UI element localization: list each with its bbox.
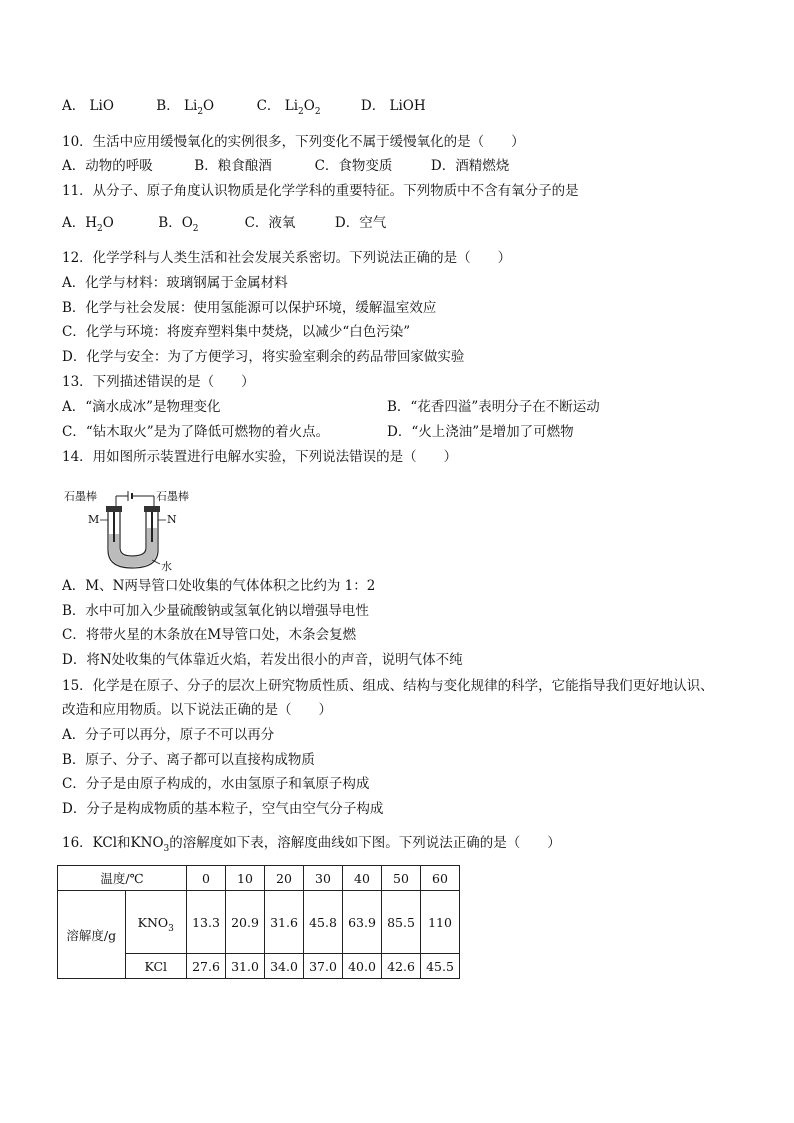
q13-option-d: D．“火上浇油”是增加了可燃物 [387,424,574,440]
q14-option-b: B．水中可加入少量硫酸钠或氢氧化钠以增强导电性 [62,603,369,619]
temp-cell: 0 [187,866,226,891]
q12-stem: 12．化学学科与人类生活和社会发展关系密切。下列说法正确的是（ ） [62,250,512,266]
temp-cell: 30 [304,866,343,891]
electrolysis-apparatus-figure [62,486,202,574]
q9-option-b: B． $Li_2O$ [156,98,215,117]
q11-options [62,214,386,234]
figure-label-right-electrode: 石墨棒 [156,490,189,503]
temp-cell: 50 [382,866,421,891]
kcl-cell: 42.6 [382,954,421,979]
q16-stem: 16．KCl和$KNO_3$的溶解度如下表，溶解度曲线如下图。下列说法正确的是（ ） [62,835,561,854]
q15-option-a: A．分子可以再分，原子不可以再分 [62,727,275,743]
temp-cell: 10 [226,866,265,891]
q11-option-a: A．$H_2O$ [62,215,114,234]
kcl-cell: 40.0 [343,954,382,979]
q13-stem: 13．下列描述错误的是（ ） [62,374,255,390]
temp-header: 温度/℃ [58,866,187,891]
kno3-cell: 45.8 [304,891,343,954]
temp-cell: 60 [421,866,460,891]
q10-option-b: B．粮食酿酒 [194,158,272,174]
kcl-cell: 27.6 [187,954,226,979]
kno3-cell: 85.5 [382,891,421,954]
q14-option-d: D．将N处收集的气体靠近火焰，若发出很小的声音，说明气体不纯 [62,652,463,668]
table-row [58,866,460,891]
q15-option-c: C．分子是由原子构成的，水由氢原子和氧原子构成 [62,776,370,792]
q13-option-a: A．“滴水成冰”是物理变化 [62,399,221,415]
solubility-table [57,865,460,979]
kno3-label: $KNO_3$ [125,891,186,954]
temp-cell: 20 [265,866,304,891]
solubility-row-header: 溶解度/g [58,891,126,979]
q13-option-b: B．“花香四溢”表明分子在不断运动 [387,399,600,415]
q11-option-c: C．液氧 [244,215,296,231]
q10-stem: 10．生活中应用缓慢氧化的实例很多，下列变化不属于缓慢氧化的是（ ） [62,134,525,150]
kno3-cell: 110 [421,891,460,954]
q15-option-b: B．原子、分子、离子都可以直接构成物质 [62,752,315,768]
q13-option-c: C．“钻木取火”是为了降低可燃物的着火点。 [62,424,330,440]
q10-option-a: A．动物的呼吸 [62,158,153,174]
q14-option-c: C．将带火星的木条放在M导管口处，木条会复燃 [62,627,357,643]
q12-option-a: A．化学与材料：玻璃钢属于金属材料 [62,275,288,291]
q10-options [62,157,509,175]
kcl-cell: 45.5 [421,954,460,979]
q10-option-c: C．食物变质 [314,158,393,174]
kno3-cell: 13.3 [187,891,226,954]
figure-label-water: 水 [161,560,172,573]
table-row [58,891,460,954]
figure-label-left-electrode: 石墨棒 [64,490,97,503]
temp-cell: 40 [343,866,382,891]
q15-option-d: D．分子是构成物质的基本粒子，空气由空气分子构成 [62,801,384,817]
q9-option-a: A． LiO [62,98,114,114]
q11-stem: 11．从分子、原子角度认识物质是化学学科的重要特征。下列物质中不含有氧分子的是 [62,183,579,199]
q9-options [62,97,426,117]
q10-option-d: D．酒精燃烧 [430,158,510,174]
kcl-label: KCl [125,954,186,979]
figure-label-n: N [167,513,177,526]
q12-option-c: C．化学与环境：将废弃塑料集中焚烧，以减少“白色污染” [62,324,411,340]
q9-option-d: D． LiOH [360,98,426,114]
q14-stem: 14．用如图所示装置进行电解水实验，下列说法错误的是（ ） [62,449,458,465]
kno3-cell: 31.6 [265,891,304,954]
q15-stem-line1: 15．化学是在原子、分子的层次上研究物质性质、组成、结构与变化规律的科学，它能指导我们更好地认识、 [62,678,714,694]
q12-option-d: D．化学与安全：为了方便学习，将实验室剩余的药品带回家做实验 [62,349,465,365]
figure-label-m: M [88,513,100,526]
kno3-cell: 20.9 [226,891,265,954]
q11-option-d: D．空气 [334,215,387,231]
q9-option-c: C． $Li_2O_2$ [256,98,321,117]
kcl-cell: 31.0 [226,954,265,979]
kcl-cell: 37.0 [304,954,343,979]
kcl-cell: 34.0 [265,954,304,979]
q12-option-b: B．化学与社会发展：使用氢能源可以保护环境，缓解温室效应 [62,300,437,316]
q15-stem-line2: 改造和应用物质。以下说法正确的是（ ） [62,702,332,718]
kno3-cell: 63.9 [343,891,382,954]
q14-option-a: A．M、N两导管口处收集的气体体积之比约为 1：2 [62,578,376,594]
q11-option-b: B．$O_2$ [158,215,199,234]
